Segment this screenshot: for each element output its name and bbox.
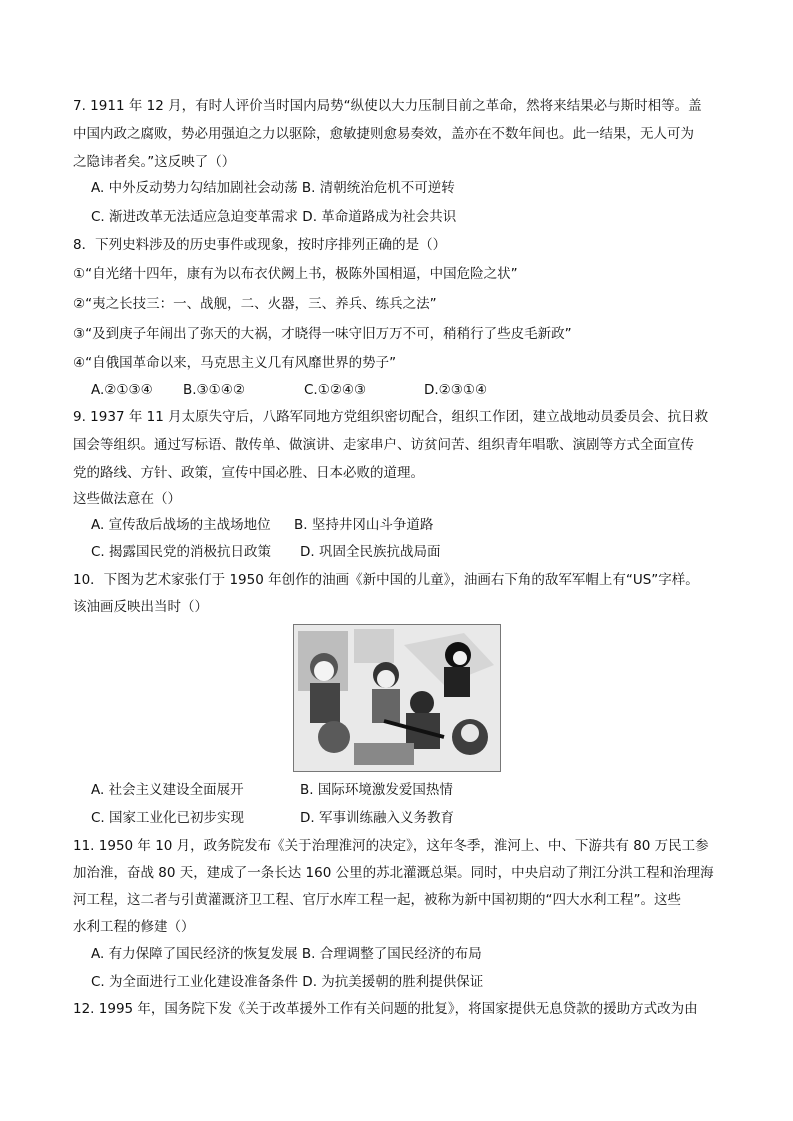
q11-stem-line-3: 河工程，这二者与引黄灌溉济卫工程、官厅水库工程一起，被称为新中国初期的“四大水利工程”。这些 xyxy=(73,892,681,908)
q7-options-ab: A. 中外反动势力勾结加剧社会动荡 B. 清朝统治危机不可逆转 xyxy=(91,180,455,196)
q10-option-d: D. 军事训练融入义务教育 xyxy=(300,810,454,826)
q9-stem-line-4: 这些做法意在（） xyxy=(73,491,181,507)
q7-stem-line-1: 7. 1911 年 12 月，有时人评价当时国内局势“纵使以大力压制目前之革命，然将来结果必与斯时相等。盖 xyxy=(73,98,702,114)
q8-option-d: D.②③①④ xyxy=(424,382,488,398)
q8-option-c: C.①②④③ xyxy=(304,382,367,398)
q10-option-c: C. 国家工业化已初步实现 xyxy=(91,810,245,826)
q11-stem-line-4: 水利工程的修建（） xyxy=(73,919,195,935)
q10-stem-line-1: 10．下图为艺术家张仃于 1950 年创作的油画《新中国的儿童》，油画右下角的敌军军帽上有“US”字样。 xyxy=(73,572,699,588)
q8-option-b: B.③①④② xyxy=(183,382,245,398)
q8-stem: 8．下列史料涉及的历史事件或现象，按时序排列正确的是（） xyxy=(73,237,447,253)
q9-stem-line-3: 党的路线、方针、政策，宣传中国必胜、日本必败的道理。 xyxy=(73,465,424,481)
q9-option-a: A. 宣传敌后战场的主战场地位 xyxy=(91,517,271,533)
q10-option-a: A. 社会主义建设全面展开 xyxy=(91,782,244,798)
q8-item-2: ②“夷之长技三：一、战舰，二、火器，三、养兵、练兵之法” xyxy=(73,296,437,312)
q12-stem-line-1: 12. 1995 年，国务院下发《关于改革援外工作有关问题的批复》，将国家提供无息贷款的援助方式改为由 xyxy=(73,1001,698,1017)
q8-option-a: A.②①③④ xyxy=(91,382,153,398)
oil-painting-image xyxy=(293,624,501,772)
q9-option-d: D. 巩固全民族抗战局面 xyxy=(300,544,441,560)
q11-options-ab: A. 有力保障了国民经济的恢复发展 B. 合理调整了国民经济的布局 xyxy=(91,946,482,962)
q11-options-cd: C. 为全面进行工业化建设准备条件 D. 为抗美援朝的胜利提供保证 xyxy=(91,974,484,990)
painting-illustration xyxy=(294,625,500,771)
q8-item-1: ①“自光绪十四年，康有为以布衣伏阙上书，极陈外国相逼，中国危险之状” xyxy=(73,266,518,282)
q9-option-b: B. 坚持井冈山斗争道路 xyxy=(294,517,434,533)
q10-stem-line-2: 该油画反映出当时（） xyxy=(73,599,208,615)
q7-stem-line-3: 之隐讳者矣。”这反映了（） xyxy=(73,154,236,170)
q9-stem-line-1: 9. 1937 年 11 月太原失守后，八路军同地方党组织密切配合，组织工作团，建立战地动员委员会、抗日救 xyxy=(73,409,709,425)
q11-stem-line-2: 加治淮，奋战 80 天，建成了一条长达 160 公里的苏北灌溉总渠。同时，中央启动了荆江分洪工程和治理海 xyxy=(73,865,714,881)
q8-item-4: ④“自俄国革命以来，马克思主义几有风靡世界的势子” xyxy=(73,355,397,371)
q9-option-c: C. 揭露国民党的消极抗日政策 xyxy=(91,544,272,560)
q7-options-cd: C. 渐进改革无法适应急迫变革需求 D. 革命道路成为社会共识 xyxy=(91,209,457,225)
q9-stem-line-2: 国会等组织。通过写标语、散传单、做演讲、走家串户、访贫问苦、组织青年唱歌、演剧等方式全面宣传 xyxy=(73,437,694,453)
q8-item-3: ③“及到庚子年闹出了弥天的大祸，才晓得一味守旧万万不可，稍稍行了些皮毛新政” xyxy=(73,326,572,342)
q7-stem-line-2: 中国内政之腐败，势必用强迫之力以驱除，愈敏捷则愈易奏效，盖亦在不数年间也。此一结果，无人可为 xyxy=(73,126,694,142)
q11-stem-line-1: 11. 1950 年 10 月，政务院发布《关于治理淮河的决定》，这年冬季，淮河上、中、下游共有 80 万民工参 xyxy=(73,838,709,854)
q10-option-b: B. 国际环境激发爱国热情 xyxy=(300,782,453,798)
